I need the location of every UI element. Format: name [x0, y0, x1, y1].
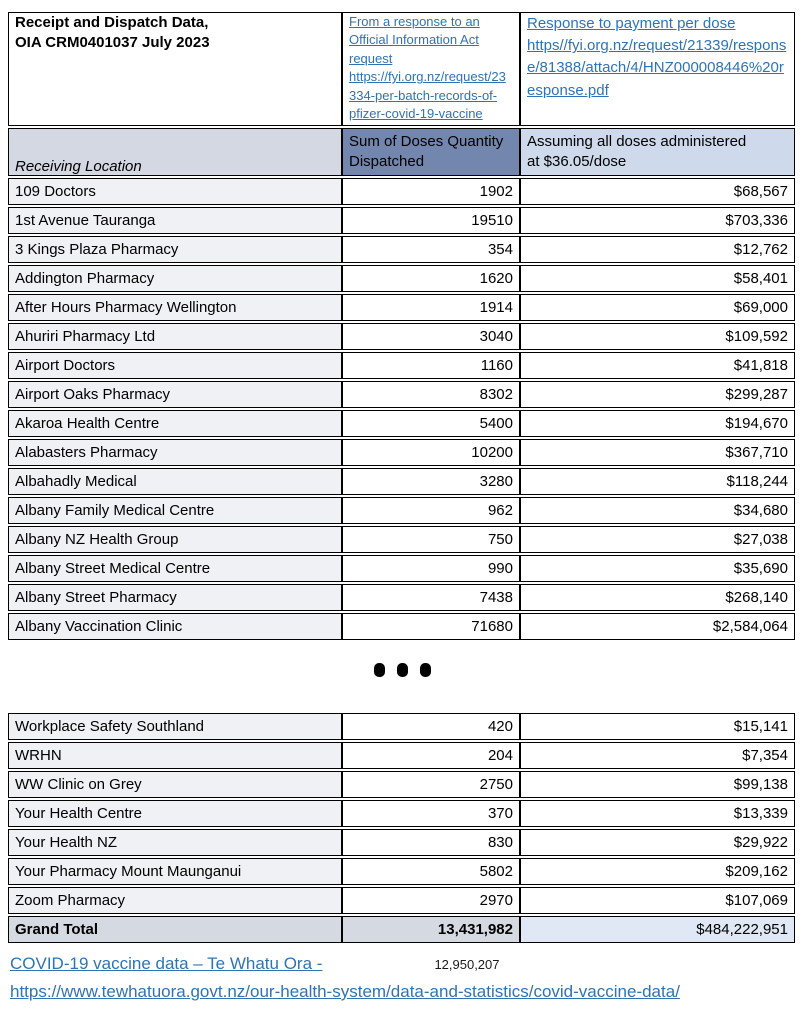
doses-cell: 3040 [342, 323, 520, 350]
table-row [8, 468, 795, 495]
column-header-location: Receiving Location [8, 128, 342, 176]
footer [10, 950, 800, 1010]
table-row [8, 526, 795, 553]
doses-cell: 8302 [342, 381, 520, 408]
te-whatu-ora-url-link[interactable]: https://www.tewhatuora.govt.nz/our-health-system/data-and-statistics/covid-vaccine-data/ [10, 982, 680, 1001]
table-row [8, 352, 795, 379]
location-cell: 3 Kings Plaza Pharmacy [8, 236, 342, 263]
cost-cell: $68,567 [520, 178, 795, 205]
table-row [8, 887, 795, 914]
cost-cell: $7,354 [520, 742, 795, 769]
column-header-cost-text: Assuming all doses administered at $36.05/dose [527, 132, 747, 170]
cost-cell: $34,680 [520, 497, 795, 524]
footer-line1 [10, 950, 800, 978]
cost-cell: $109,592 [520, 323, 795, 350]
doses-cell: 1914 [342, 294, 520, 321]
cost-cell: $299,287 [520, 381, 795, 408]
doses-cell: 990 [342, 555, 520, 582]
table-row [8, 236, 795, 263]
cost-cell: $107,069 [520, 887, 795, 914]
table-title-row [8, 12, 795, 126]
table-row [8, 800, 795, 827]
table-row [8, 613, 795, 640]
doses-cell: 204 [342, 742, 520, 769]
table-row [8, 584, 795, 611]
cost-cell: $15,141 [520, 713, 795, 740]
doses-source-link[interactable]: From a response to an Official Information Act request https://fyi.org.nz/request/23334-per-batch-records-of-pfizer-covid-19-vaccine [349, 14, 506, 122]
doses-cell: 5802 [342, 858, 520, 885]
column-header-cost [520, 128, 795, 176]
doses-cell: 19510 [342, 207, 520, 234]
doses-cell: 5400 [342, 410, 520, 437]
doses-cell: 71680 [342, 613, 520, 640]
cost-cell: $209,162 [520, 858, 795, 885]
doses-cell: 2750 [342, 771, 520, 798]
cost-cell: $12,762 [520, 236, 795, 263]
table-row [8, 713, 795, 740]
location-cell: 1st Avenue Tauranga [8, 207, 342, 234]
location-cell: Albany Family Medical Centre [8, 497, 342, 524]
doses-source-cell [342, 12, 520, 126]
cost-cell: $69,000 [520, 294, 795, 321]
cost-cell: $13,339 [520, 800, 795, 827]
doses-cell: 2970 [342, 887, 520, 914]
doses-cell: 13,431,982 [342, 916, 520, 943]
doses-cell: 370 [342, 800, 520, 827]
ellipsis-dot [397, 663, 408, 677]
doses-cell: 420 [342, 713, 520, 740]
location-cell: WRHN [8, 742, 342, 769]
location-cell: Alabasters Pharmacy [8, 439, 342, 466]
document-title [8, 12, 342, 126]
location-cell: Airport Doctors [8, 352, 342, 379]
document-title-line1: Receipt and Dispatch Data, [15, 14, 209, 31]
table-row [8, 858, 795, 885]
cost-cell: $268,140 [520, 584, 795, 611]
location-cell: Akaroa Health Centre [8, 410, 342, 437]
table-row [8, 323, 795, 350]
cost-cell: $41,818 [520, 352, 795, 379]
cost-cell: $367,710 [520, 439, 795, 466]
table-truncation-ellipsis [0, 661, 804, 679]
doses-cell: 830 [342, 829, 520, 856]
dispatch-table-top [8, 10, 795, 642]
location-cell: Workplace Safety Southland [8, 713, 342, 740]
cost-cell: $703,336 [520, 207, 795, 234]
doses-cell: 7438 [342, 584, 520, 611]
location-cell: Your Health Centre [8, 800, 342, 827]
cost-cell: $484,222,951 [520, 916, 795, 943]
location-cell: Albany Street Medical Centre [8, 555, 342, 582]
cost-cell: $58,401 [520, 265, 795, 292]
te-whatu-ora-link[interactable]: COVID-19 vaccine data – Te Whatu Ora - [10, 954, 323, 973]
cost-cell: $194,670 [520, 410, 795, 437]
location-cell: After Hours Pharmacy Wellington [8, 294, 342, 321]
table-row [8, 265, 795, 292]
ellipsis-dot [420, 663, 431, 677]
column-header-row [8, 128, 795, 176]
ellipsis-dot [374, 663, 385, 677]
location-cell: Zoom Pharmacy [8, 887, 342, 914]
cost-cell: $27,038 [520, 526, 795, 553]
column-header-doses: Sum of Doses Quantity Dispatched [342, 128, 520, 176]
location-cell: 109 Doctors [8, 178, 342, 205]
table-row [8, 829, 795, 856]
location-cell: WW Clinic on Grey [8, 771, 342, 798]
dispatch-table-bottom-clip [8, 718, 798, 938]
location-cell: Airport Oaks Pharmacy [8, 381, 342, 408]
table-row [8, 771, 795, 798]
table-row [8, 178, 795, 205]
cost-cell: $35,690 [520, 555, 795, 582]
cost-cell: $2,584,064 [520, 613, 795, 640]
location-cell: Addington Pharmacy [8, 265, 342, 292]
table-row [8, 410, 795, 437]
administered-total-note: 12,950,207 [434, 956, 500, 972]
cost-cell: $29,922 [520, 829, 795, 856]
doses-cell: 1902 [342, 178, 520, 205]
table-row [8, 294, 795, 321]
doses-cell: 962 [342, 497, 520, 524]
doses-cell: 1620 [342, 265, 520, 292]
location-cell: Grand Total [8, 916, 342, 943]
footer-line2 [10, 982, 800, 1010]
doses-cell: 1160 [342, 352, 520, 379]
table-row [8, 207, 795, 234]
table-row [8, 742, 795, 769]
doses-cell: 3280 [342, 468, 520, 495]
cost-cell: $99,138 [520, 771, 795, 798]
location-cell: Your Health NZ [8, 829, 342, 856]
location-cell: Albahadly Medical [8, 468, 342, 495]
cost-cell: $118,244 [520, 468, 795, 495]
table-row [8, 555, 795, 582]
document-title-line2: OIA CRM0401037 July 2023 [15, 33, 210, 51]
table-row [8, 381, 795, 408]
payment-source-link[interactable]: Response to payment per dose https//fyi.org.nz/request/21339/response/81388/attach/4/HNZ000008446%20response.pdf [527, 15, 787, 99]
grand-total-row [8, 916, 795, 943]
table-row [8, 497, 795, 524]
doses-cell: 354 [342, 236, 520, 263]
payment-source-cell [520, 12, 795, 126]
location-cell: Albany Street Pharmacy [8, 584, 342, 611]
doses-cell: 10200 [342, 439, 520, 466]
location-cell: Albany Vaccination Clinic [8, 613, 342, 640]
location-cell: Ahuriri Pharmacy Ltd [8, 323, 342, 350]
dispatch-table-bottom [8, 711, 795, 945]
location-cell: Albany NZ Health Group [8, 526, 342, 553]
location-cell: Your Pharmacy Mount Maunganui [8, 858, 342, 885]
table-row [8, 439, 795, 466]
doses-cell: 750 [342, 526, 520, 553]
